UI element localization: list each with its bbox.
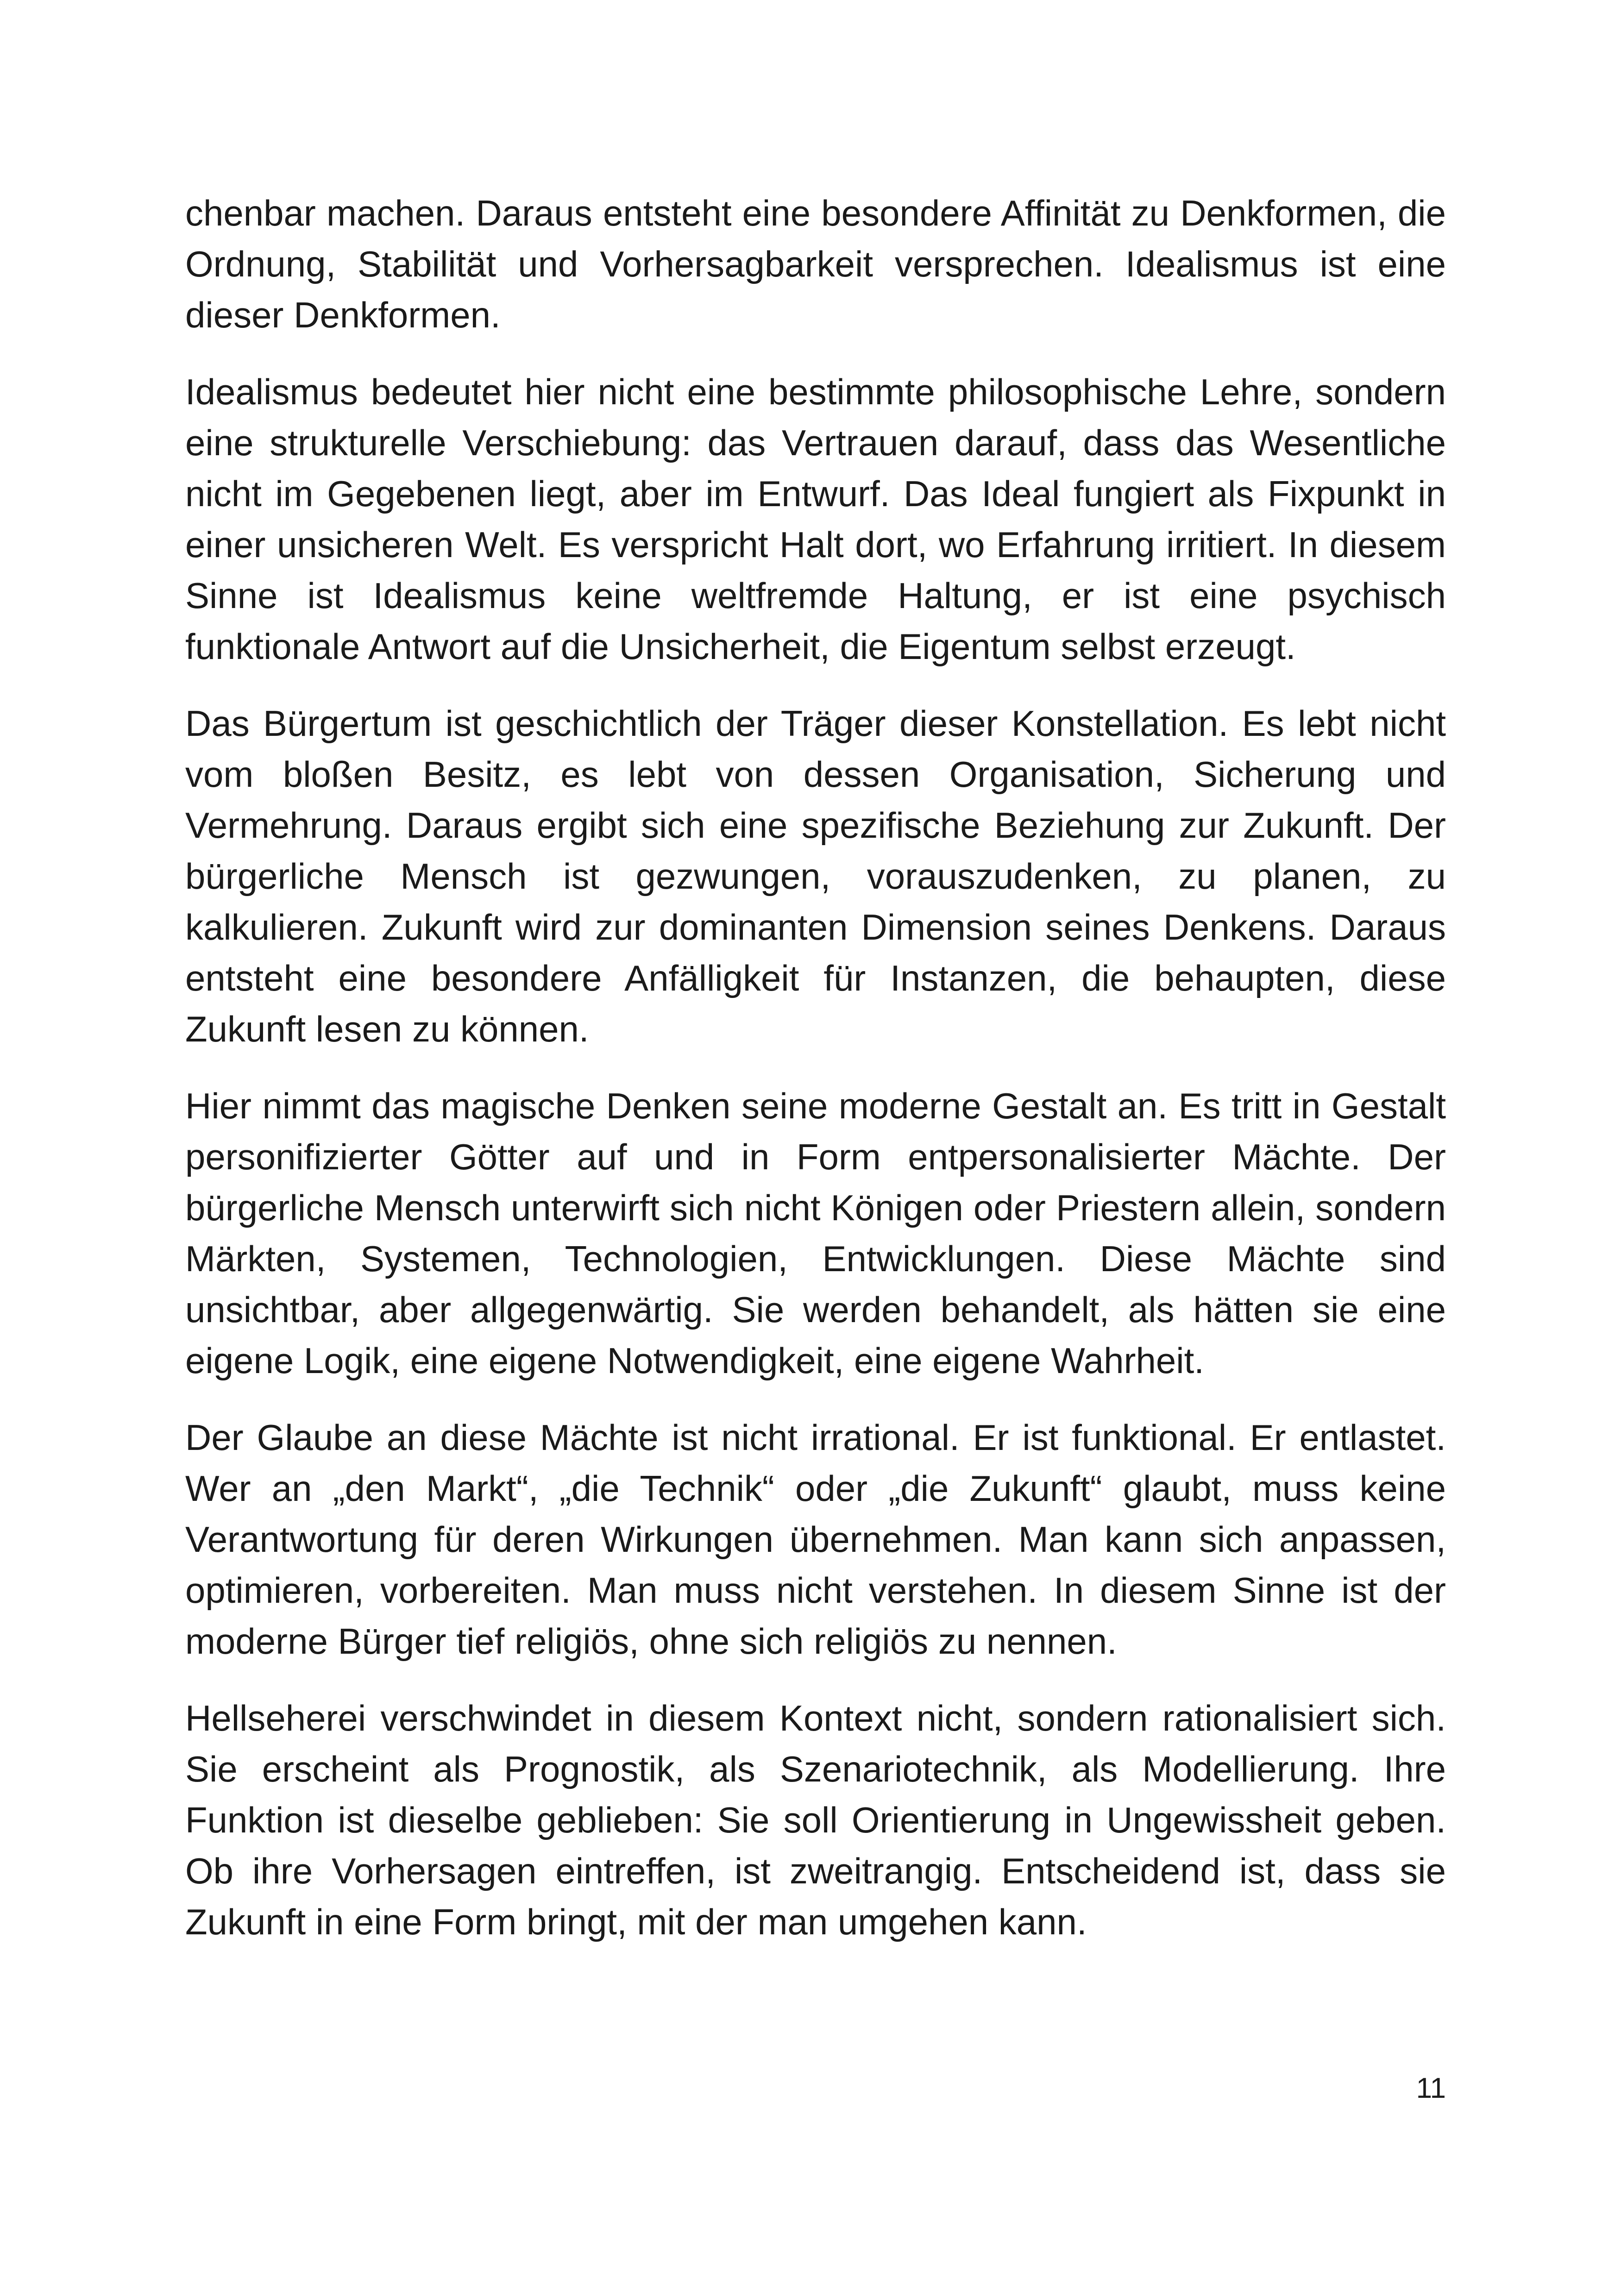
- paragraph-5: Der Glaube an diese Mächte ist nicht irrational. Er ist funktional. Er entlastet. Wer an „den Markt“, „die Technik“ oder „die Zukunft“ glaubt, muss keine Verantwortung für deren Wirkungen übernehmen. Man kann sich anpassen, optimieren, vorbereiten. Man muss nicht verstehen. In diesem Sinne ist der moderne Bürger tief religiös, ohne sich religiös zu nennen.: [185, 1417, 1446, 1662]
- paragraph-3: Das Bürgertum ist geschichtlich der Träger dieser Konstellation. Es lebt nicht vom bloßen Besitz, es lebt von dessen Organisation, Sicherung und Vermehrung. Daraus ergibt sich eine spezifische Beziehung zur Zukunft. Der bürgerliche Mensch ist gezwungen, vorauszudenken, zu planen, zu kalkulieren. Zukunft wird zur dominanten Dimension seines Denkens. Daraus entsteht eine besondere Anfälligkeit für Instanzen, die behaupten, diese Zukunft lesen zu können.: [185, 703, 1446, 1049]
- paragraph-6: Hellseherei verschwindet in diesem Kontext nicht, sondern rationalisiert sich. Sie erscheint als Prognostik, als Szenariotechnik, als Modellierung. Ihre Funktion ist dieselbe geblieben: Sie soll Orientierung in Ungewissheit geben. Ob ihre Vorhersagen eintreffen, ist zweitrangig. Entscheidend ist, dass sie Zukunft in eine Form bringt, mit der man umgehen kann.: [185, 1698, 1446, 1942]
- page-number: 11: [1416, 2072, 1446, 2104]
- paragraph-1: chenbar machen. Daraus entsteht eine besondere Affinität zu Denkformen, die Ordnung, Stabilität und Vorhersagbarkeit versprechen. Idealismus ist eine dieser Denkformen.: [185, 193, 1446, 335]
- body-text: [185, 188, 1446, 1947]
- paragraph-4: Hier nimmt das magische Denken seine moderne Gestalt an. Es tritt in Gestalt personifizierter Götter auf und in Form entpersonalisierter Mächte. Der bürgerliche Mensch unterwirft sich nicht Königen oder Priestern allein, sondern Märkten, Systemen, Technologien, Entwicklungen. Diese Mächte sind unsichtbar, aber allgegenwärtig. Sie werden behandelt, als hätten sie eine eigene Logik, eine eigene Notwendigkeit, eine eigene Wahrheit.: [185, 1085, 1446, 1381]
- paragraph-2: Idealismus bedeutet hier nicht eine bestimmte philosophische Lehre, sondern eine strukturelle Verschiebung: das Vertrauen darauf, dass das Wesentliche nicht im Gegebenen liegt, aber im Entwurf. Das Ideal fungiert als Fixpunkt in einer unsicheren Welt. Es verspricht Halt dort, wo Erfahrung irritiert. In diesem Sinne ist Idealismus keine weltfremde Haltung, er ist eine psychisch funktionale Antwort auf die Unsicherheit, die Eigentum selbst erzeugt.: [185, 371, 1446, 667]
